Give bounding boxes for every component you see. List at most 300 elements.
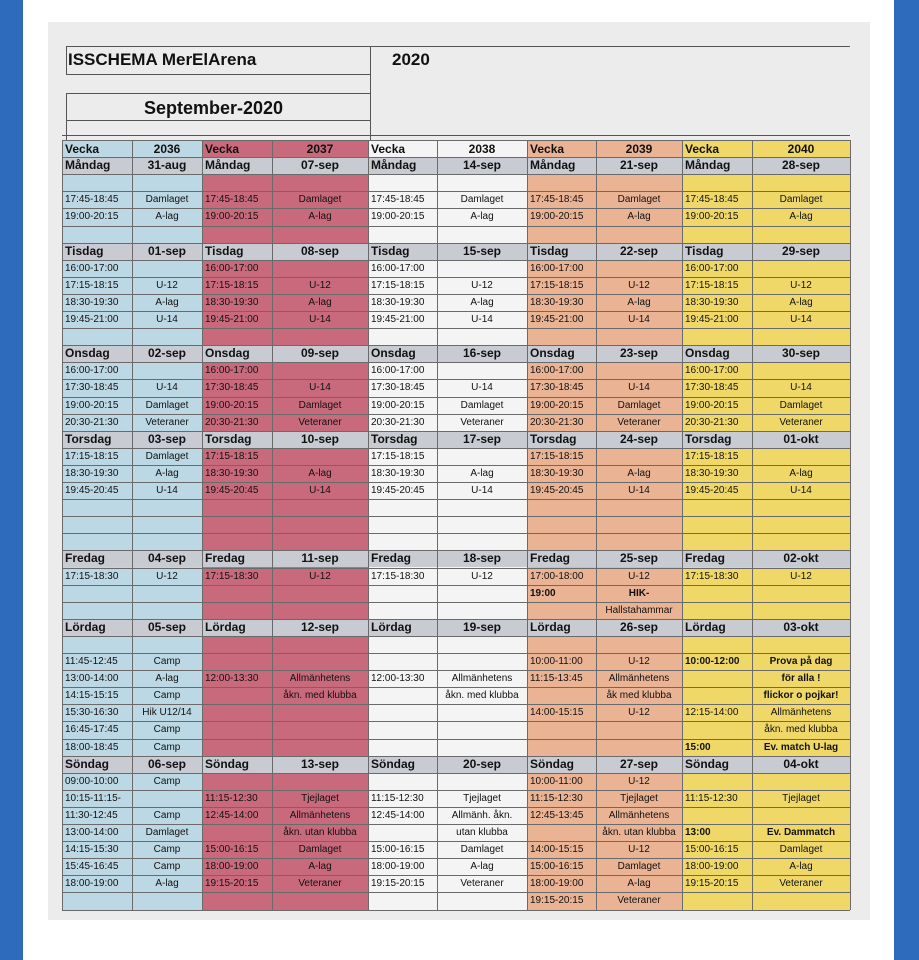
grid-col-line bbox=[202, 140, 203, 910]
activity-cell: Veteraner bbox=[298, 416, 342, 428]
day-date: 12-sep bbox=[300, 619, 340, 634]
grid-row-line bbox=[62, 841, 850, 842]
activity-cell: A-lag bbox=[155, 296, 179, 308]
week-number: 2039 bbox=[625, 142, 653, 156]
time-cell: 17:15-18:15 bbox=[530, 450, 584, 462]
day-date: 19-sep bbox=[462, 619, 502, 634]
activity-cell: Tjejlaget bbox=[620, 792, 658, 804]
time-cell: 17:45-18:45 bbox=[65, 194, 119, 206]
time-cell: 18:30-19:30 bbox=[685, 467, 739, 479]
week-number: 2037 bbox=[306, 142, 334, 156]
time-cell: 18:00-18:45 bbox=[65, 741, 119, 753]
activity-cell: åkn. med klubba bbox=[283, 690, 357, 702]
day-name: Måndag bbox=[371, 158, 417, 173]
grid-row-line bbox=[62, 807, 850, 808]
time-cell: 18:30-19:30 bbox=[530, 467, 584, 479]
day-name: Söndag bbox=[530, 756, 574, 771]
grid-row-line bbox=[62, 465, 850, 466]
time-cell: 15:00 bbox=[685, 741, 711, 753]
time-cell: 19:45-20:45 bbox=[685, 485, 739, 496]
time-cell: 12:45-14:00 bbox=[205, 809, 259, 821]
day-name: Lördag bbox=[530, 619, 571, 634]
time-cell: 17:15-18:15 bbox=[371, 450, 425, 462]
time-cell: 11:45-12:45 bbox=[65, 656, 118, 667]
activity-cell: A-lag bbox=[627, 211, 651, 223]
grid-row-line bbox=[62, 174, 850, 175]
day-date: 03-sep bbox=[147, 431, 187, 446]
day-date: 16-sep bbox=[462, 346, 502, 361]
time-cell: 11:30-12:45 bbox=[65, 809, 118, 821]
grid-row-line bbox=[62, 345, 850, 346]
time-cell: 16:00-17:00 bbox=[530, 365, 584, 377]
day-name: Onsdag bbox=[205, 346, 250, 361]
grid-split-line bbox=[752, 140, 753, 910]
grid-row-line bbox=[62, 431, 850, 432]
time-cell: 19:45-20:45 bbox=[205, 485, 259, 496]
time-cell: 17:15-18:15 bbox=[205, 450, 259, 462]
time-cell: 17:15-18:30 bbox=[685, 570, 739, 582]
time-cell: 13:00-14:00 bbox=[65, 673, 119, 685]
day-name: Söndag bbox=[65, 756, 109, 771]
grid-col-line bbox=[850, 140, 851, 910]
time-cell: 16:00-17:00 bbox=[685, 262, 739, 274]
activity-cell: U-12 bbox=[309, 570, 331, 582]
grid-row-line bbox=[62, 260, 850, 261]
activity-cell: Veteraner bbox=[779, 416, 823, 428]
grid-row-line bbox=[62, 910, 850, 911]
time-cell: 14:15-15:15 bbox=[65, 690, 119, 702]
day-date: 13-sep bbox=[300, 756, 340, 771]
day-name: Måndag bbox=[530, 158, 576, 173]
grid-row-line bbox=[62, 157, 850, 158]
activity-cell: U-14 bbox=[156, 314, 178, 325]
time-cell: 18:30-19:30 bbox=[205, 296, 259, 308]
activity-cell: Veteraner bbox=[460, 416, 504, 428]
activity-cell: Camp bbox=[153, 724, 181, 736]
title-divider-line bbox=[370, 46, 371, 140]
activity-cell: Veteraner bbox=[617, 416, 661, 428]
grid-row-line bbox=[62, 858, 850, 859]
grid-row-line bbox=[62, 568, 850, 569]
activity-cell: Damlaget bbox=[298, 399, 342, 411]
time-cell: 19:15-20:15 bbox=[371, 878, 425, 890]
day-name: Fredag bbox=[685, 551, 726, 566]
activity-cell: A-lag bbox=[155, 673, 179, 685]
month-bottom-line bbox=[66, 120, 370, 121]
activity-cell: Camp bbox=[153, 775, 181, 787]
day-name: Fredag bbox=[530, 551, 571, 566]
grid-row-line bbox=[62, 756, 850, 757]
day-date: 14-sep bbox=[462, 158, 502, 173]
time-cell: 15:30-16:30 bbox=[65, 707, 119, 719]
time-cell: 10:00-12:00 bbox=[685, 656, 740, 667]
title-left-line bbox=[66, 46, 67, 74]
time-cell: 16:00-17:00 bbox=[371, 262, 425, 274]
time-cell: 18:00-19:00 bbox=[371, 861, 425, 873]
week-label: Vecka bbox=[205, 142, 240, 156]
time-cell: 19:00-20:15 bbox=[65, 211, 119, 223]
activity-cell: HIK- bbox=[628, 587, 650, 599]
day-date: 02-okt bbox=[783, 551, 819, 566]
grid-row-line bbox=[62, 619, 850, 620]
day-name: Torsdag bbox=[371, 431, 418, 446]
grid-row-line bbox=[62, 226, 850, 227]
time-cell: 11:15-12:30 bbox=[685, 792, 738, 804]
day-date: 30-sep bbox=[781, 346, 821, 361]
activity-cell: U-14 bbox=[156, 485, 178, 496]
time-cell: 15:00-16:15 bbox=[685, 844, 739, 856]
time-cell: 18:00-19:00 bbox=[65, 878, 119, 890]
activity-cell: utan klubba bbox=[456, 827, 508, 838]
day-date: 21-sep bbox=[619, 158, 659, 173]
grid-row-line bbox=[62, 585, 850, 586]
activity-cell: U-14 bbox=[156, 382, 178, 394]
day-name: Tisdag bbox=[530, 243, 569, 258]
time-cell: 19:00-20:15 bbox=[530, 399, 584, 411]
time-cell: 20:30-21:30 bbox=[205, 416, 259, 428]
time-cell: 18:30-19:30 bbox=[65, 467, 119, 479]
time-cell: 17:30-18:45 bbox=[205, 382, 259, 394]
day-date: 20-sep bbox=[462, 756, 502, 771]
activity-cell: U-14 bbox=[309, 314, 331, 325]
activity-cell: U-14 bbox=[790, 485, 812, 496]
time-cell: 17:15-18:15 bbox=[65, 450, 119, 462]
grid-row-line bbox=[62, 397, 850, 398]
month-top-line bbox=[66, 93, 370, 94]
day-date: 31-aug bbox=[147, 158, 187, 173]
time-cell: 15:00-16:15 bbox=[205, 844, 259, 856]
time-cell: 19:00 bbox=[530, 587, 556, 599]
week-number: 2038 bbox=[468, 142, 496, 156]
activity-cell: Allmänhetens bbox=[770, 707, 832, 719]
activity-cell: Camp bbox=[153, 861, 181, 873]
day-name: Torsdag bbox=[685, 431, 732, 446]
grid-row-line bbox=[62, 243, 850, 244]
grid-split-line bbox=[272, 140, 273, 910]
activity-cell: A-lag bbox=[308, 467, 332, 479]
time-cell: 17:15-18:30 bbox=[371, 570, 425, 582]
activity-cell: Veteraner bbox=[779, 878, 823, 890]
grid-row-line bbox=[62, 533, 850, 534]
time-cell: 17:15-18:30 bbox=[65, 570, 119, 582]
day-date: 09-sep bbox=[300, 346, 340, 361]
day-name: Onsdag bbox=[530, 346, 575, 361]
time-cell: 17:30-18:45 bbox=[371, 382, 425, 394]
activity-cell: Damlaget bbox=[617, 194, 661, 206]
activity-cell: Tjejlaget bbox=[301, 792, 339, 804]
activity-cell: Veteraner bbox=[617, 895, 661, 907]
time-cell: 18:00-19:00 bbox=[530, 878, 584, 890]
activity-cell: U-14 bbox=[628, 382, 650, 394]
activity-cell: Camp bbox=[153, 741, 181, 753]
time-cell: 19:00-20:15 bbox=[205, 211, 259, 223]
day-name: Torsdag bbox=[530, 431, 577, 446]
time-cell: 19:45-21:00 bbox=[685, 314, 739, 325]
grid-row-line bbox=[62, 790, 850, 791]
activity-cell: flickor o pojkar! bbox=[763, 690, 839, 702]
time-cell: 16:45-17:45 bbox=[65, 724, 119, 736]
grid-row-line bbox=[62, 379, 850, 380]
activity-cell: A-lag bbox=[470, 467, 494, 479]
time-cell: 19:00-20:15 bbox=[65, 399, 119, 411]
time-cell: 16:00-17:00 bbox=[65, 365, 119, 377]
grid-row-line bbox=[62, 602, 850, 603]
grid-row-line bbox=[62, 448, 850, 449]
title-top-line bbox=[66, 46, 850, 47]
grid-split-line bbox=[596, 140, 597, 910]
time-cell: 13:00 bbox=[685, 827, 711, 838]
activity-cell: U-14 bbox=[790, 382, 812, 394]
activity-cell: Camp bbox=[153, 809, 181, 821]
time-cell: 19:00-20:15 bbox=[530, 211, 584, 223]
day-name: Tisdag bbox=[205, 243, 244, 258]
time-cell: 10:00-11:00 bbox=[530, 656, 583, 667]
day-name: Onsdag bbox=[65, 346, 110, 361]
activity-cell: Damlaget bbox=[145, 450, 189, 462]
activity-cell: Damlaget bbox=[298, 194, 342, 206]
activity-cell: Veteraner bbox=[298, 878, 342, 890]
activity-cell: A-lag bbox=[308, 211, 332, 223]
activity-cell: U-12 bbox=[471, 570, 493, 582]
activity-cell: Damlaget bbox=[779, 399, 823, 411]
activity-cell: Tjejlaget bbox=[463, 792, 501, 804]
time-cell: 17:15-18:15 bbox=[530, 279, 584, 291]
activity-cell: A-lag bbox=[308, 296, 332, 308]
activity-cell: Veteraner bbox=[460, 878, 504, 890]
grid-row-line bbox=[62, 875, 850, 876]
time-cell: 19:15-20:15 bbox=[685, 878, 739, 890]
day-name: Lördag bbox=[205, 619, 246, 634]
time-cell: 18:30-19:30 bbox=[685, 296, 739, 308]
time-cell: 19:45-20:45 bbox=[371, 485, 425, 496]
time-cell: 15:00-16:15 bbox=[371, 844, 425, 856]
grid-row-line bbox=[62, 670, 850, 671]
day-date: 10-sep bbox=[300, 431, 340, 446]
day-name: Torsdag bbox=[205, 431, 252, 446]
time-cell: 17:45-18:45 bbox=[530, 194, 584, 206]
day-date: 24-sep bbox=[619, 431, 659, 446]
grid-row-line bbox=[62, 311, 850, 312]
time-cell: 19:00-20:15 bbox=[371, 399, 425, 411]
time-cell: 20:30-21:30 bbox=[65, 416, 119, 428]
activity-cell: U-12 bbox=[628, 844, 650, 856]
activity-cell: åkn. med klubba bbox=[764, 724, 838, 736]
month-left-line bbox=[66, 93, 67, 140]
activity-cell: Damlaget bbox=[145, 399, 189, 411]
grid-row-line bbox=[62, 140, 850, 141]
time-cell: 13:00-14:00 bbox=[65, 827, 119, 838]
grid-row-line bbox=[62, 191, 850, 192]
activity-cell: Damlaget bbox=[145, 827, 189, 838]
time-cell: 19:45-21:00 bbox=[530, 314, 584, 325]
grid-col-line bbox=[62, 140, 63, 910]
day-name: Onsdag bbox=[685, 346, 730, 361]
title-bottom-line bbox=[66, 74, 370, 75]
day-date: 05-sep bbox=[147, 619, 187, 634]
time-cell: 19:00-20:15 bbox=[205, 399, 259, 411]
time-cell: 18:30-19:30 bbox=[371, 296, 425, 308]
activity-cell: Damlaget bbox=[460, 194, 504, 206]
week-label: Vecka bbox=[65, 142, 100, 156]
activity-cell: A-lag bbox=[155, 878, 179, 890]
time-cell: 14:00-15:15 bbox=[530, 844, 584, 856]
grid-col-line bbox=[527, 140, 528, 910]
day-date: 29-sep bbox=[781, 243, 821, 258]
day-date: 04-sep bbox=[147, 551, 187, 566]
time-cell: 18:30-19:30 bbox=[371, 467, 425, 479]
time-cell: 17:30-18:45 bbox=[685, 382, 739, 394]
activity-cell: åk med klubba bbox=[606, 690, 672, 702]
day-date: 08-sep bbox=[300, 243, 340, 258]
week-label: Vecka bbox=[371, 142, 406, 156]
day-name: Fredag bbox=[65, 551, 106, 566]
activity-cell: U-12 bbox=[156, 279, 178, 291]
week-label: Vecka bbox=[685, 142, 720, 156]
activity-cell: Hik U12/14 bbox=[142, 707, 192, 719]
activity-cell: Allmänhetens bbox=[608, 809, 670, 821]
time-cell: 17:15-18:15 bbox=[65, 279, 119, 291]
activity-cell: åkn. utan klubba bbox=[602, 827, 676, 838]
day-name: Onsdag bbox=[371, 346, 416, 361]
day-name: Tisdag bbox=[685, 243, 724, 258]
grid-row-line bbox=[62, 516, 850, 517]
activity-cell: A-lag bbox=[155, 467, 179, 479]
time-cell: 17:15-18:30 bbox=[205, 570, 259, 582]
activity-cell: U-14 bbox=[309, 485, 331, 496]
time-cell: 19:45-21:00 bbox=[371, 314, 425, 325]
day-date: 25-sep bbox=[619, 551, 659, 566]
time-cell: 19:00-20:15 bbox=[371, 211, 425, 223]
activity-cell: A-lag bbox=[470, 296, 494, 308]
activity-cell: U-12 bbox=[156, 570, 178, 582]
time-cell: 19:45-20:45 bbox=[530, 485, 584, 496]
day-name: Lördag bbox=[371, 619, 412, 634]
time-cell: 19:45-20:45 bbox=[65, 485, 119, 496]
grid-row-line bbox=[62, 636, 850, 637]
time-cell: 16:00-17:00 bbox=[371, 365, 425, 377]
time-cell: 17:00-18:00 bbox=[530, 570, 584, 582]
activity-cell: A-lag bbox=[470, 211, 494, 223]
activity-cell: Damlaget bbox=[460, 844, 504, 856]
grid-row-line bbox=[62, 362, 850, 363]
grid-row-line bbox=[62, 824, 850, 825]
activity-cell: U-14 bbox=[471, 485, 493, 496]
activity-cell: Camp bbox=[153, 656, 181, 667]
time-cell: 17:15-18:15 bbox=[685, 279, 739, 291]
time-cell: 18:00-19:00 bbox=[205, 861, 259, 873]
activity-cell: A-lag bbox=[789, 861, 813, 873]
activity-cell: Damlaget bbox=[460, 399, 504, 411]
day-name: Tisdag bbox=[371, 243, 410, 258]
activity-cell: U-14 bbox=[471, 382, 493, 394]
grid-row-line bbox=[62, 208, 850, 209]
time-cell: 18:30-19:30 bbox=[65, 296, 119, 308]
time-cell: 11:15-13:45 bbox=[530, 673, 583, 685]
grid-row-line bbox=[62, 550, 850, 551]
day-name: Tisdag bbox=[65, 243, 104, 258]
activity-cell: Tjejlaget bbox=[782, 792, 820, 804]
time-cell: 15:45-16:45 bbox=[65, 861, 119, 873]
time-cell: 19:00-20:15 bbox=[685, 399, 739, 411]
day-name: Måndag bbox=[685, 158, 731, 173]
grid-row-line bbox=[62, 482, 850, 483]
table-top-line bbox=[62, 135, 850, 136]
activity-cell: Damlaget bbox=[298, 844, 342, 856]
time-cell: 20:30-21:30 bbox=[371, 416, 425, 428]
time-cell: 17:15-18:15 bbox=[685, 450, 739, 462]
activity-cell: Allmänhetens bbox=[451, 673, 513, 685]
grid-row-line bbox=[62, 704, 850, 705]
time-cell: 10:15-11:15- bbox=[65, 792, 121, 804]
day-date: 18-sep bbox=[462, 551, 502, 566]
time-cell: 19:15-20:15 bbox=[530, 895, 584, 907]
day-date: 26-sep bbox=[619, 619, 659, 634]
time-cell: 17:15-18:15 bbox=[371, 279, 425, 291]
time-cell: 11:15-12:30 bbox=[371, 792, 424, 804]
activity-cell: Camp bbox=[153, 690, 181, 702]
activity-cell: A-lag bbox=[308, 861, 332, 873]
activity-cell: U-14 bbox=[309, 382, 331, 394]
grid-row-line bbox=[62, 499, 850, 500]
time-cell: 12:45-13:45 bbox=[530, 809, 584, 821]
time-cell: 16:00-17:00 bbox=[65, 262, 119, 274]
activity-cell: A-lag bbox=[789, 211, 813, 223]
activity-cell: åkn. utan klubba bbox=[283, 827, 357, 838]
time-cell: 17:45-18:45 bbox=[371, 194, 425, 206]
activity-cell: Veteraner bbox=[145, 416, 189, 428]
time-cell: 15:00-16:15 bbox=[530, 861, 584, 873]
day-name: Söndag bbox=[371, 756, 415, 771]
day-date: 01-okt bbox=[783, 431, 819, 446]
grid-split-line bbox=[437, 140, 438, 910]
time-cell: 12:45-14:00 bbox=[371, 809, 425, 821]
grid-row-line bbox=[62, 328, 850, 329]
activity-cell: U-14 bbox=[628, 485, 650, 496]
time-cell: 19:00-20:15 bbox=[685, 211, 739, 223]
day-date: 22-sep bbox=[619, 243, 659, 258]
day-date: 06-sep bbox=[147, 756, 187, 771]
activity-cell: U-12 bbox=[790, 570, 812, 582]
activity-cell: A-lag bbox=[627, 467, 651, 479]
grid-col-line bbox=[682, 140, 683, 910]
activity-cell: Prova på dag bbox=[769, 656, 833, 667]
activity-cell: A-lag bbox=[627, 296, 651, 308]
day-name: Måndag bbox=[205, 158, 251, 173]
activity-cell: U-14 bbox=[790, 314, 812, 325]
day-date: 15-sep bbox=[462, 243, 502, 258]
day-date: 23-sep bbox=[619, 346, 659, 361]
time-cell: 10:00-11:00 bbox=[530, 775, 583, 787]
activity-cell: Ev. match U-lag bbox=[763, 741, 839, 753]
day-date: 01-sep bbox=[147, 243, 187, 258]
grid-row-line bbox=[62, 294, 850, 295]
activity-cell: A-lag bbox=[789, 467, 813, 479]
day-date: 28-sep bbox=[781, 158, 821, 173]
time-cell: 18:30-19:30 bbox=[205, 467, 259, 479]
activity-cell: A-lag bbox=[155, 211, 179, 223]
grid-col-line bbox=[368, 140, 369, 910]
schedule-title: ISSCHEMA MerElArena bbox=[68, 50, 257, 69]
time-cell: 17:15-18:15 bbox=[205, 279, 259, 291]
grid-row-line bbox=[62, 653, 850, 654]
activity-cell: A-lag bbox=[470, 861, 494, 873]
time-cell: 18:30-19:30 bbox=[530, 296, 584, 308]
day-date: 07-sep bbox=[300, 158, 340, 173]
day-name: Fredag bbox=[205, 551, 246, 566]
day-date: 11-sep bbox=[301, 551, 339, 566]
day-name: Lördag bbox=[65, 619, 106, 634]
activity-cell: U-12 bbox=[471, 279, 493, 291]
